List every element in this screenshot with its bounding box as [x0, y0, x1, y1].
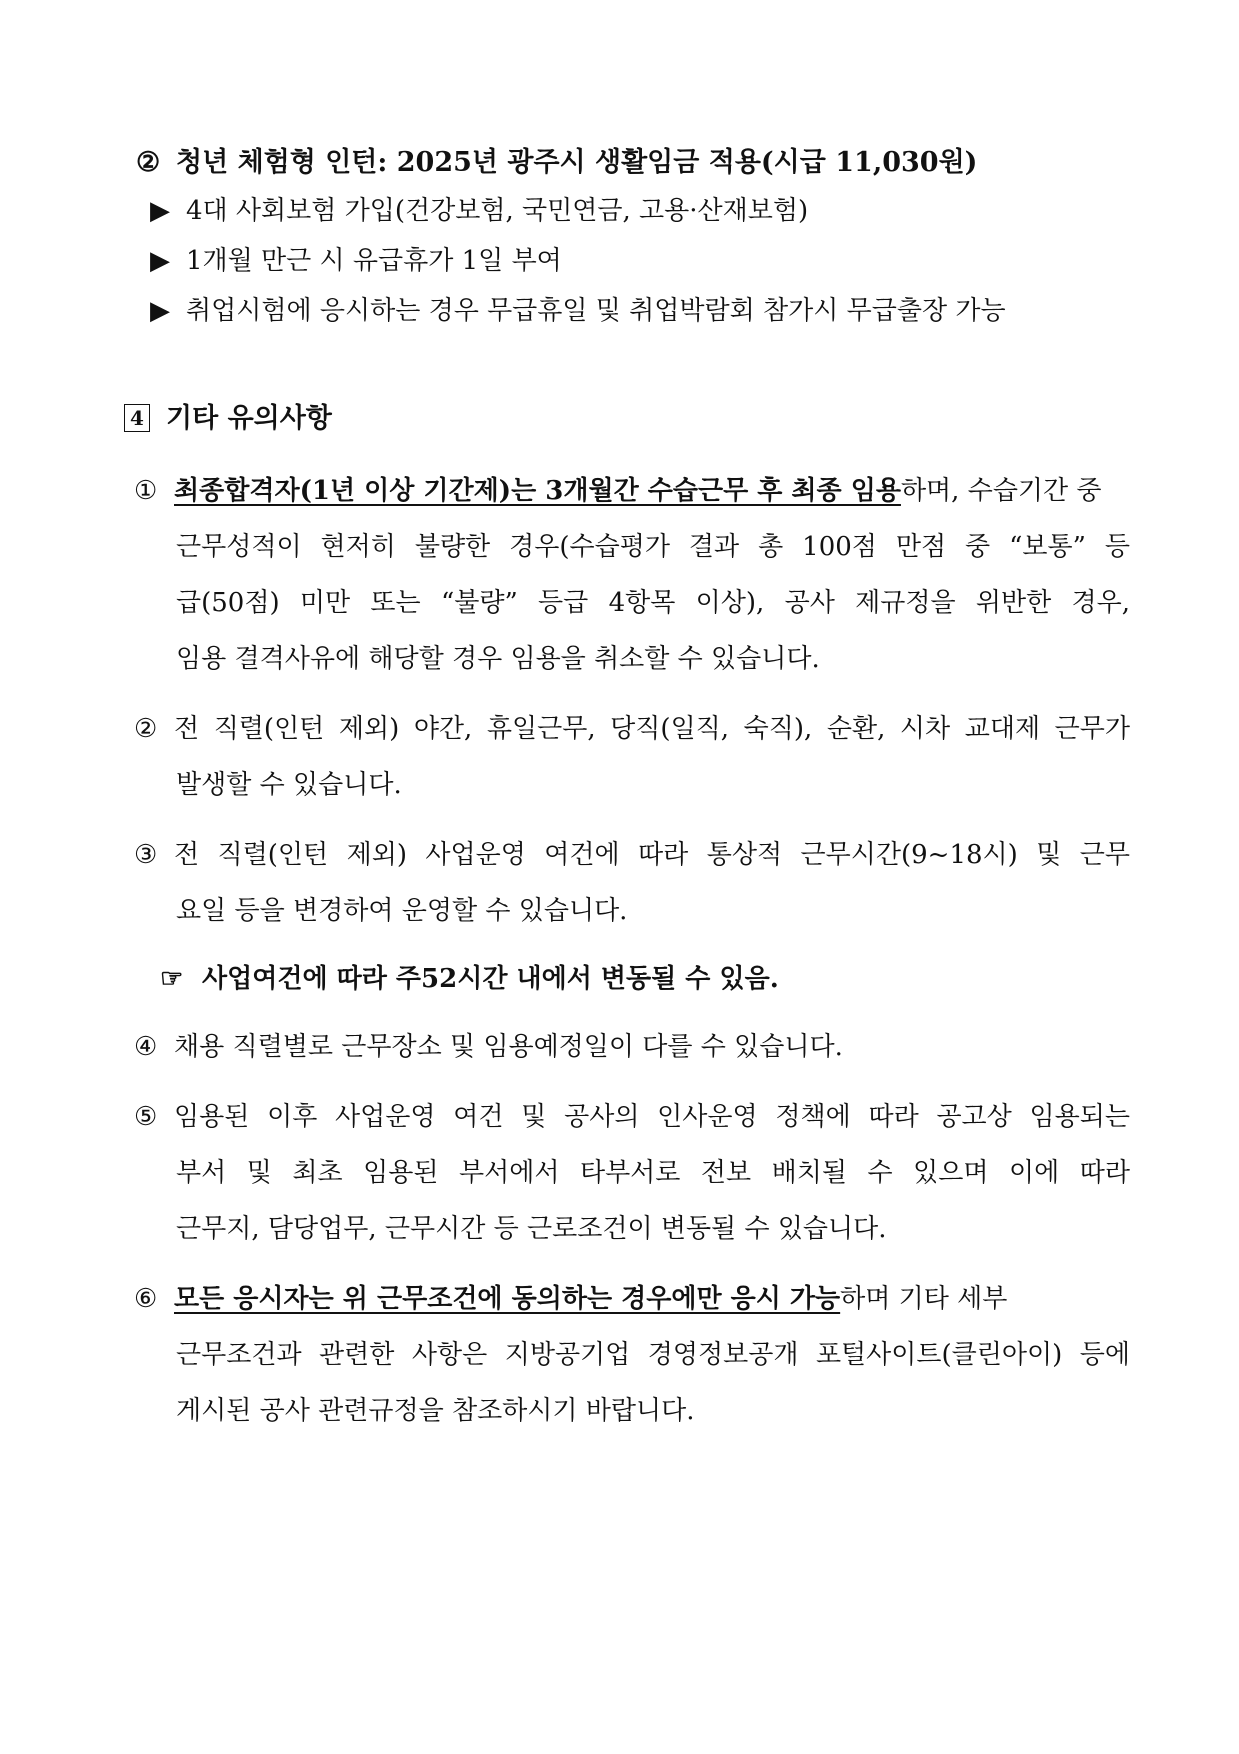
item-text: 전 직렬(인턴 제외) 야간, 휴일근무, 당직(일직, 숙직), 순환, 시차 교대제 근무가	[174, 714, 1130, 744]
item-marker: ①	[134, 476, 158, 506]
bullet-triangle-icon: ▶	[150, 296, 170, 326]
notice-item-3-line	[134, 838, 1130, 872]
notice-item-6-line: 근무조건과 관련한 사항은 지방공기업 경영정보공개 포털사이트(클린아이) 등에	[176, 1340, 1130, 1370]
item-marker: ⑥	[134, 1284, 158, 1314]
notice-item-1-line: 임용 결격사유에 해당할 경우 임용을 취소할 수 있습니다.	[176, 644, 820, 674]
notice-item-5-line: 부서 및 최초 임용된 부서에서 타부서로 전보 배치될 수 있으며 이에 따라	[176, 1158, 1130, 1188]
section-number-box: 4	[124, 404, 150, 432]
intern-bullet-text: 4대 사회보험 가입(건강보험, 국민연금, 고용·산재보험)	[186, 196, 809, 226]
item-underlined-text: 모든 응시자는 위 근무조건에 동의하는 경우에만 응시 가능	[174, 1284, 841, 1314]
notice-item-5-line: 근무지, 담당업무, 근무시간 등 근로조건이 변동될 수 있습니다.	[176, 1214, 887, 1244]
intern-heading-marker: ②	[136, 147, 161, 178]
item-text: 임용된 이후 사업운영 여건 및 공사의 인사운영 정책에 따라 공고상 임용되는	[174, 1102, 1130, 1132]
item-marker: ④	[134, 1032, 158, 1062]
intern-bullet	[150, 194, 808, 228]
notice-item-1-line	[134, 474, 1130, 508]
notice-item-2-line: 발생할 수 있습니다.	[176, 770, 402, 800]
notice-item-1-line: 급(50점) 미만 또는 “불량” 등급 4항목 이상), 공사 제규정을 위반한 경우,	[176, 588, 1130, 618]
intern-bullet-text: 취업시험에 응시하는 경우 무급휴일 및 취업박람회 참가시 무급출장 가능	[186, 296, 1006, 326]
notice-item-4-line	[134, 1030, 843, 1064]
bullet-triangle-icon: ▶	[150, 196, 170, 226]
note-text: 사업여건에 따라 주52시간 내에서 변동될 수 있음.	[202, 964, 779, 994]
intern-bullet	[150, 294, 1006, 328]
notice-item-1-line: 근무성적이 현저히 불량한 경우(수습평가 결과 총 100점 만점 중 “보통” 등	[176, 532, 1130, 562]
notice-item-6-line	[134, 1282, 1130, 1316]
item-marker: ②	[134, 714, 158, 744]
item-text: 채용 직렬별로 근무장소 및 임용예정일이 다를 수 있습니다.	[174, 1032, 843, 1062]
intern-heading	[136, 146, 977, 180]
intern-heading-text: 청년 체험형 인턴: 2025년 광주시 생활임금 적용(시급 11,030원)	[176, 147, 978, 178]
section-title: 기타 유의사항	[166, 403, 332, 434]
intern-bullet	[150, 244, 562, 278]
intern-bullet-text: 1개월 만근 시 유급휴가 1일 부여	[186, 246, 562, 276]
item-text: 하며 기타 세부	[840, 1284, 1008, 1314]
item-marker: ③	[134, 840, 158, 870]
notice-item-6-line: 게시된 공사 관련규정을 참조하시기 바랍니다.	[176, 1396, 695, 1426]
item-marker: ⑤	[134, 1102, 158, 1132]
item-text: 전 직렬(인턴 제외) 사업운영 여건에 따라 통상적 근무시간(9~18시) 및 근무	[174, 840, 1130, 870]
item-underlined-text: 최종합격자(1년 이상 기간제)는 3개월간 수습근무 후 최종 임용	[174, 476, 901, 506]
notice-item-2-line	[134, 712, 1130, 746]
note-line	[160, 962, 779, 996]
pointing-hand-icon: ☞	[160, 964, 184, 994]
notice-item-5-line	[134, 1100, 1130, 1134]
item-text: 하며, 수습기간 중	[900, 476, 1102, 506]
bullet-triangle-icon: ▶	[150, 246, 170, 276]
notice-item-3-line: 요일 등을 변경하여 운영할 수 있습니다.	[176, 896, 628, 926]
section-heading	[124, 402, 332, 436]
